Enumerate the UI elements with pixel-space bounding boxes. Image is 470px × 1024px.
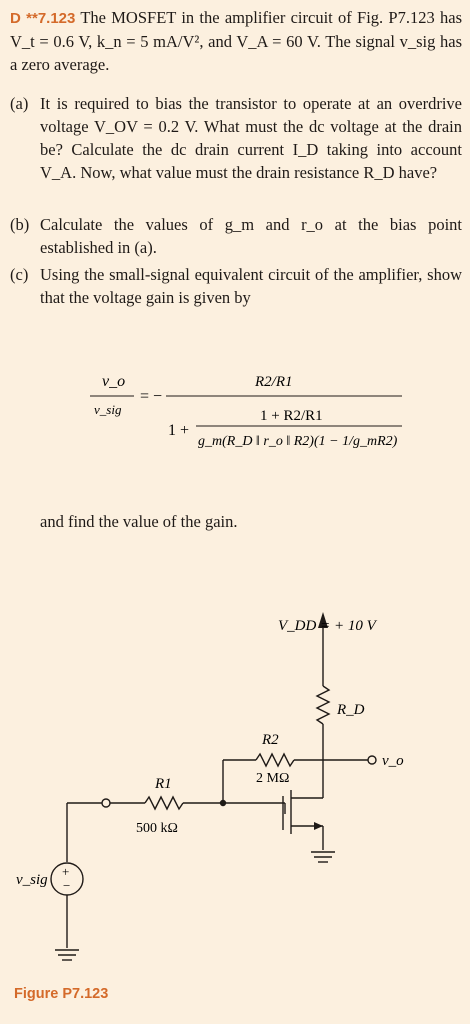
part-b-text: Calculate the values of g_m and r_o at the bias point established in (a).	[40, 215, 462, 257]
part-a-text: It is required to bias the transistor to operate at an overdrive voltage V_OV = 0.2 V. What must the dc voltage at the drain be? Calculate the dc drain current I_D taking into account V_A. Now, what value must the drain resistance R_D have?	[40, 94, 462, 182]
eq-lhs-denominator: v_sig	[94, 402, 122, 417]
part-c-text: Using the small-signal equivalent circuit of the amplifier, show that the voltage gain is given by	[40, 265, 462, 307]
part-a-label: (a)	[10, 94, 29, 113]
vsig-label: v_sig	[16, 872, 48, 888]
eq-rhs-numerator: R2/R1	[255, 374, 293, 390]
find-gain-text: and find the value of the gain.	[40, 512, 238, 531]
r2-label: R2	[262, 732, 279, 748]
eq-equals: = −	[140, 388, 163, 405]
eq-rhs-den-prefix: 1 +	[168, 422, 190, 439]
problem-intro: The MOSFET in the amplifier circuit of Fig. P7.123 has V_t = 0.6 V, k_n = 5 mA/V², and V_A = 60 V. The signal v_sig has a zero average.	[10, 8, 462, 74]
vdd-label: V_DD = + 10 V	[278, 618, 376, 634]
problem-number: D **7.123	[10, 10, 76, 27]
r2-value: 2 MΩ	[256, 771, 290, 786]
eq-rhs-den-denominator: g_m(R_D ‖ r_o ‖ R2)(1 − 1/g_mR2)	[198, 434, 398, 449]
r1-value: 500 kΩ	[136, 821, 178, 836]
source-minus: −	[63, 878, 71, 893]
rd-label: R_D	[337, 702, 365, 718]
vo-label: v_o	[382, 753, 404, 769]
eq-rhs-den-numerator: 1 + R2/R1	[260, 408, 323, 424]
part-b-label: (b)	[10, 215, 30, 234]
part-c-label: (c)	[10, 265, 29, 284]
source-plus: +	[62, 864, 70, 879]
eq-lhs-numerator: v_o	[102, 373, 126, 390]
figure-caption: Figure P7.123	[14, 986, 109, 1002]
r1-label: R1	[155, 776, 172, 792]
